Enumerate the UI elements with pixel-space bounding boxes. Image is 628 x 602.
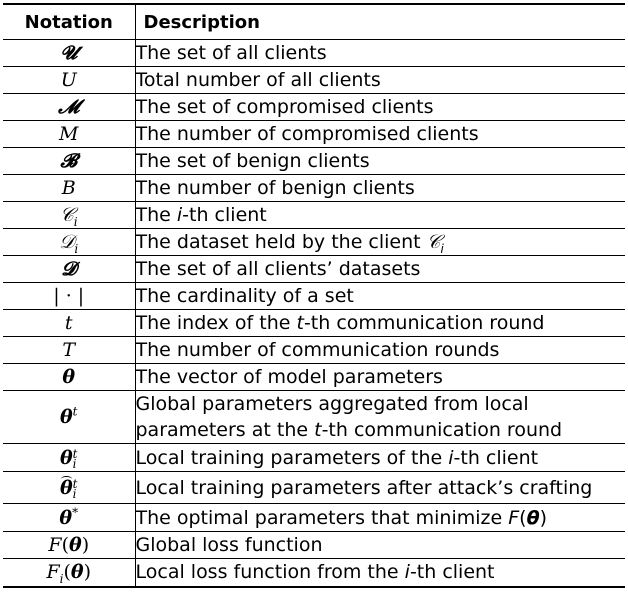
table-row (3, 94, 625, 121)
symbol-subscript: i (72, 456, 77, 471)
notation-description: The vector of model parameters (135, 366, 443, 388)
header-notation: Notation (3, 4, 135, 40)
table-row (3, 256, 625, 283)
notation-symbol (3, 391, 135, 444)
description-text: -th client (409, 561, 495, 584)
notation-symbol: 𝓜 (3, 94, 135, 121)
table-row (3, 444, 625, 472)
notation-symbol: 𝓑 (3, 148, 135, 175)
symbol-base: F (48, 534, 62, 556)
description-variable: i (448, 446, 454, 469)
notation-description: The cardinality of a set (135, 285, 354, 307)
table-row (3, 532, 625, 559)
description-variable: i (176, 204, 183, 226)
table-row (3, 121, 625, 148)
symbol-superscript: t (72, 446, 78, 461)
table-row (3, 310, 625, 337)
notation-description: The set of benign clients (135, 150, 370, 172)
notation-symbol (3, 472, 135, 504)
table-row (3, 202, 625, 229)
notation-symbol: | · | (3, 283, 135, 310)
notation-symbol: M (3, 121, 135, 148)
description-text: Local loss function from the (135, 561, 405, 584)
symbol-base: θ (59, 506, 73, 529)
description-variable: 𝒞 (426, 231, 441, 253)
table-row (3, 175, 625, 202)
notation-symbol (3, 444, 135, 472)
description-text: -th client (182, 204, 267, 226)
notation-symbol: 𝓤 (3, 40, 135, 67)
description-text: Global parameters aggregated from local (135, 393, 529, 415)
table-row (3, 559, 625, 587)
notation-table (3, 3, 625, 588)
description-text: parameters at the (135, 419, 315, 441)
notation-description (135, 559, 625, 587)
table-row (3, 364, 625, 391)
symbol-superscript: t (72, 476, 78, 491)
notation-description: The number of benign clients (135, 177, 415, 199)
symbol-base: θ (59, 476, 73, 499)
description-text: -th client (453, 446, 539, 469)
notation-symbol (3, 229, 135, 256)
description-variable: t (314, 419, 322, 441)
description-variable: i (404, 561, 410, 584)
table-row (3, 229, 625, 256)
symbol-base: θ (59, 406, 73, 428)
symbol-base: F (46, 561, 60, 584)
notation-symbol (3, 504, 135, 532)
table-header-row (3, 4, 625, 40)
table-row (3, 283, 625, 310)
description-text: The dataset held by the client (135, 231, 427, 253)
table-row (3, 40, 625, 67)
symbol-base: θ (59, 446, 73, 469)
notation-description (135, 391, 625, 444)
description-text: The (135, 204, 177, 226)
notation-description (135, 444, 625, 472)
symbol-subscript: i (59, 572, 64, 587)
description-text: -th communication round (321, 419, 563, 441)
table-row (3, 391, 625, 444)
symbol-subscript: i (74, 241, 79, 256)
description-text: Local training parameters of the (135, 446, 449, 469)
notation-description: The set of all clients’ datasets (135, 258, 421, 280)
description-variable: F (508, 506, 520, 529)
notation-description (135, 229, 625, 256)
notation-symbol: T (3, 337, 135, 364)
notation-description (135, 202, 625, 229)
symbol-base: 𝒟 (59, 231, 75, 253)
notation-description: The set of compromised clients (135, 96, 434, 118)
notation-symbol: θ (3, 364, 135, 391)
notation-symbol: F(θ) (3, 532, 135, 559)
notation-description (135, 310, 625, 337)
notation-symbol: U (3, 67, 135, 94)
table-row (3, 472, 625, 504)
table-row (3, 504, 625, 532)
notation-description: Global loss function (135, 534, 323, 556)
notation-description: Total number of all clients (135, 69, 381, 91)
notation-symbol (3, 202, 135, 229)
symbol-base: 𝒞 (59, 204, 74, 226)
symbol-argument: θ (70, 561, 84, 584)
table-row (3, 67, 625, 94)
header-description: Description (143, 11, 260, 33)
table-row (3, 148, 625, 175)
notation-symbol: t (3, 310, 135, 337)
description-argument: θ (526, 506, 540, 529)
notation-description: The number of compromised clients (135, 123, 479, 145)
notation-symbol: 𝓓 (3, 256, 135, 283)
notation-description: The set of all clients (135, 42, 327, 64)
notation-description: The number of communication rounds (135, 339, 500, 361)
notation-description: Local training parameters after attack’s crafting (135, 476, 593, 499)
description-text: -th communication round (303, 312, 545, 334)
symbol-subscript: i (73, 214, 78, 229)
table-row (3, 337, 625, 364)
symbol-superscript: t (72, 404, 78, 419)
description-text: The optimal parameters that minimize (135, 506, 509, 529)
symbol-subscript: i (72, 486, 77, 501)
description-text: The index of the (135, 312, 297, 334)
description-variable: t (296, 312, 304, 334)
description-subscript: i (440, 241, 444, 256)
notation-symbol: B (3, 175, 135, 202)
notation-description: The optimal parameters that minimize F(θ) (135, 506, 548, 529)
symbol-superscript: * (72, 505, 79, 520)
notation-symbol: $F_i(\theta)$ (3, 559, 135, 587)
symbol-argument: θ (69, 534, 82, 556)
